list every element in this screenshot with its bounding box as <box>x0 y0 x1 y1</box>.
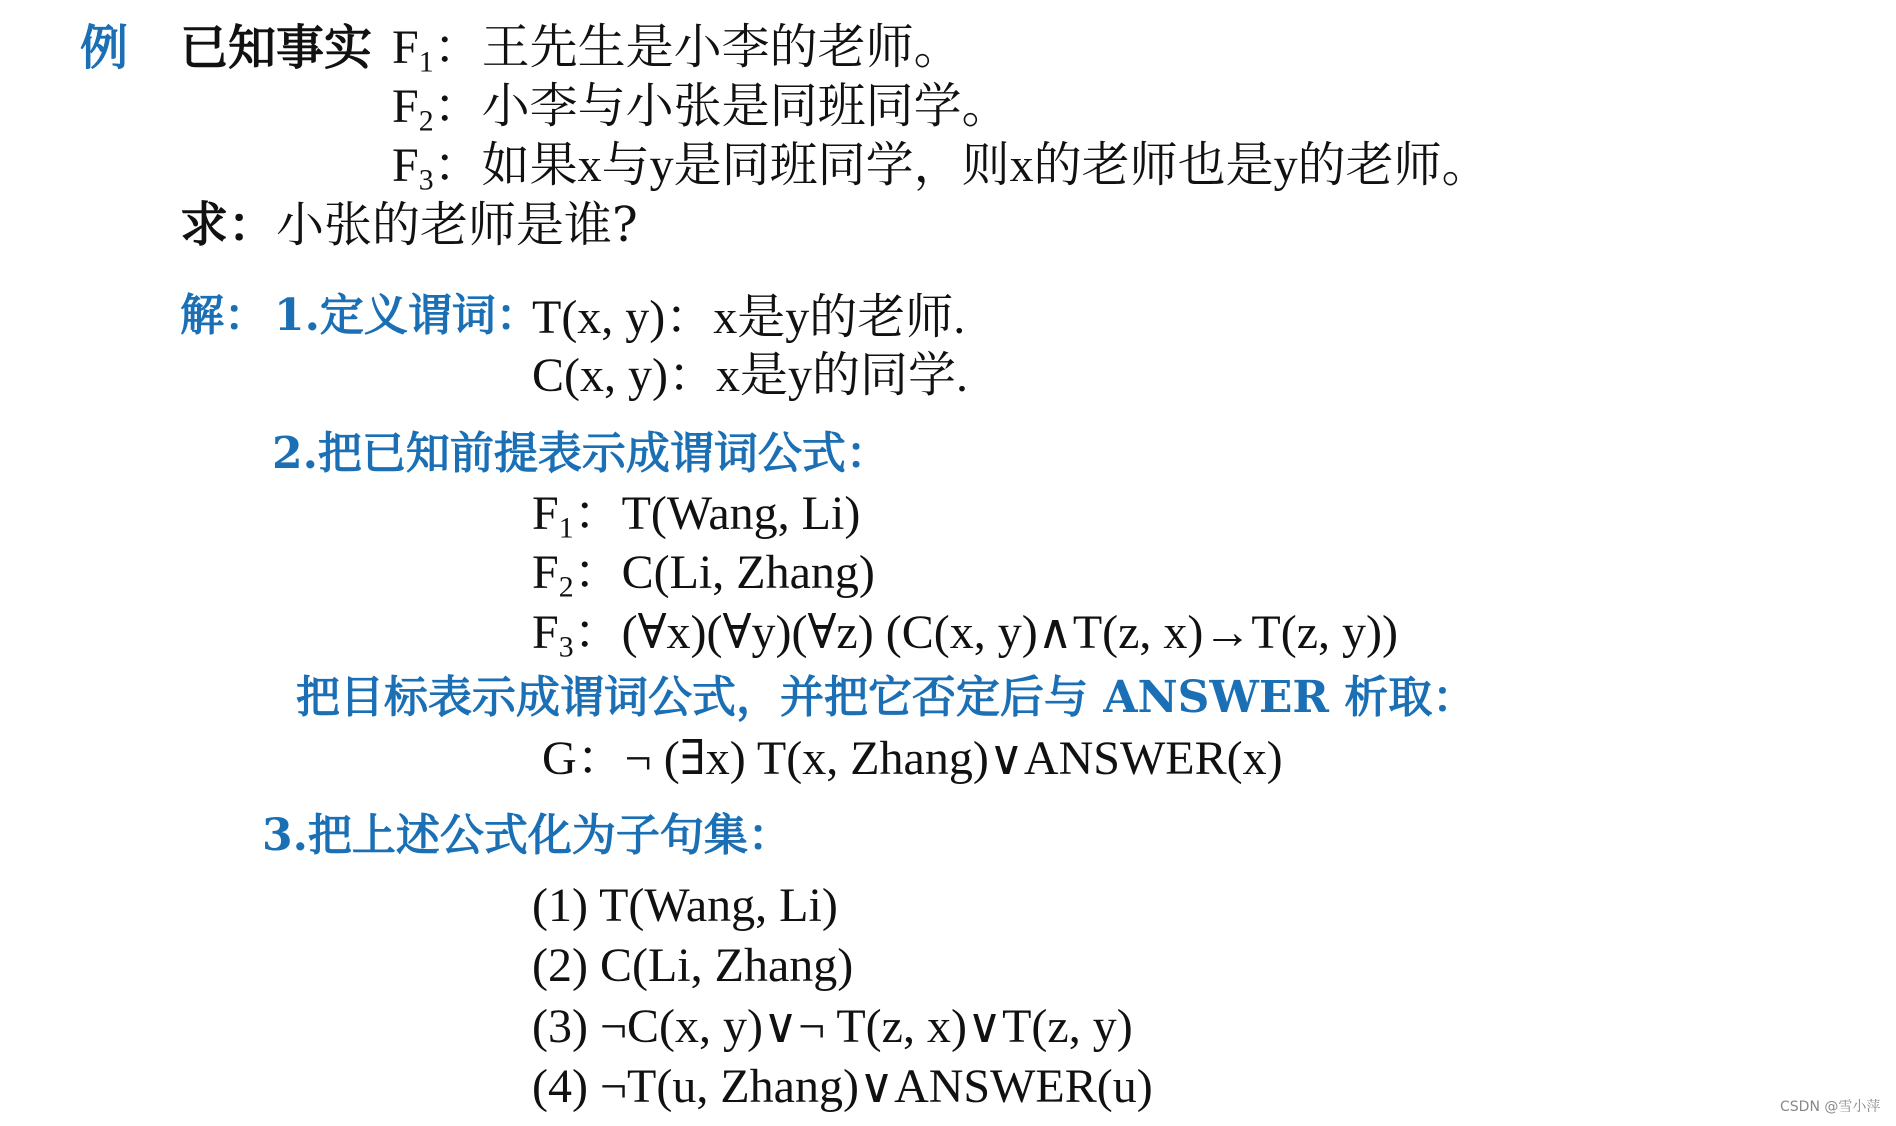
question <box>180 197 638 253</box>
formula-f2 <box>532 546 875 604</box>
predicate-meaning: x是y的老师. <box>713 291 966 344</box>
formula-text: T(Wang, Li) <box>621 487 861 540</box>
formula-letter: F <box>532 487 559 540</box>
formula-separator: ： <box>573 546 622 599</box>
fact-separator: ： <box>433 21 482 74</box>
fact-separator: ： <box>433 80 482 133</box>
fact-subscript: 1 <box>418 45 434 79</box>
fact-text: 王先生是小李的老师。 <box>481 21 962 74</box>
fact-subscript: 2 <box>418 104 434 138</box>
formula-letter: F <box>532 606 559 659</box>
fact-f2 <box>392 80 1010 138</box>
formula-subscript: 3 <box>558 630 574 664</box>
step1-title: 1.定义谓词： <box>274 290 540 341</box>
predicate-form: C(x, y)： <box>532 349 716 402</box>
formula-text: (∀x)(∀y)(∀z) (C(x, y)∧T(z, x)→T(z, y)) <box>621 606 1398 659</box>
question-text: 小张的老师是谁? <box>276 197 638 253</box>
goal-text: ¬ (∃x) T(x, Zhang)∨ANSWER(x) <box>624 732 1283 785</box>
clause-3: (3) ¬C(x, y)∨¬ T(z, x)∨T(z, y) <box>532 1000 1133 1053</box>
goal-title: 把目标表示成谓词公式，并把它否定后与 ANSWER 析取： <box>296 672 1477 723</box>
formula-separator: ： <box>573 487 622 540</box>
clause-1: (1) T(Wang, Li) <box>532 879 838 932</box>
predicate-form: T(x, y)： <box>532 291 714 344</box>
predicate-t <box>532 291 966 344</box>
fact-letter: F <box>392 139 419 192</box>
formula-f1 <box>532 487 861 545</box>
formula-text: C(Li, Zhang) <box>621 546 875 599</box>
fact-f3 <box>392 139 1490 197</box>
formula-subscript: 1 <box>558 511 574 545</box>
clause-4: (4) ¬T(u, Zhang)∨ANSWER(u) <box>532 1060 1153 1113</box>
goal-label: G： <box>542 732 625 785</box>
known-facts-label: 已知事实 <box>180 20 373 76</box>
step3-title: 3.把上述公式化为子句集： <box>262 810 792 861</box>
predicate-meaning: x是y的同学. <box>716 349 969 402</box>
predicate-c <box>532 349 969 402</box>
fact-letter: F <box>392 21 419 74</box>
step2-title: 2.把已知前提表示成谓词公式： <box>272 428 890 479</box>
formula-letter: F <box>532 546 559 599</box>
formula-subscript: 2 <box>558 570 574 604</box>
fact-letter: F <box>392 80 419 133</box>
watermark: CSDN @雪小萍 <box>1780 1099 1881 1115</box>
goal-formula <box>542 732 1283 785</box>
example-label: 例 <box>80 20 129 76</box>
fact-text: 小李与小张是同班同学。 <box>481 80 1010 133</box>
fact-text: 如果x与y是同班同学，则x的老师也是y的老师。 <box>481 139 1490 192</box>
fact-separator: ： <box>433 139 482 192</box>
formula-separator: ： <box>573 606 622 659</box>
formula-f3 <box>532 606 1398 664</box>
question-label: 求： <box>180 197 277 253</box>
clause-2: (2) C(Li, Zhang) <box>532 939 854 992</box>
fact-subscript: 3 <box>418 163 434 197</box>
fact-f1 <box>392 21 962 79</box>
solution-label: 解： <box>180 290 268 341</box>
